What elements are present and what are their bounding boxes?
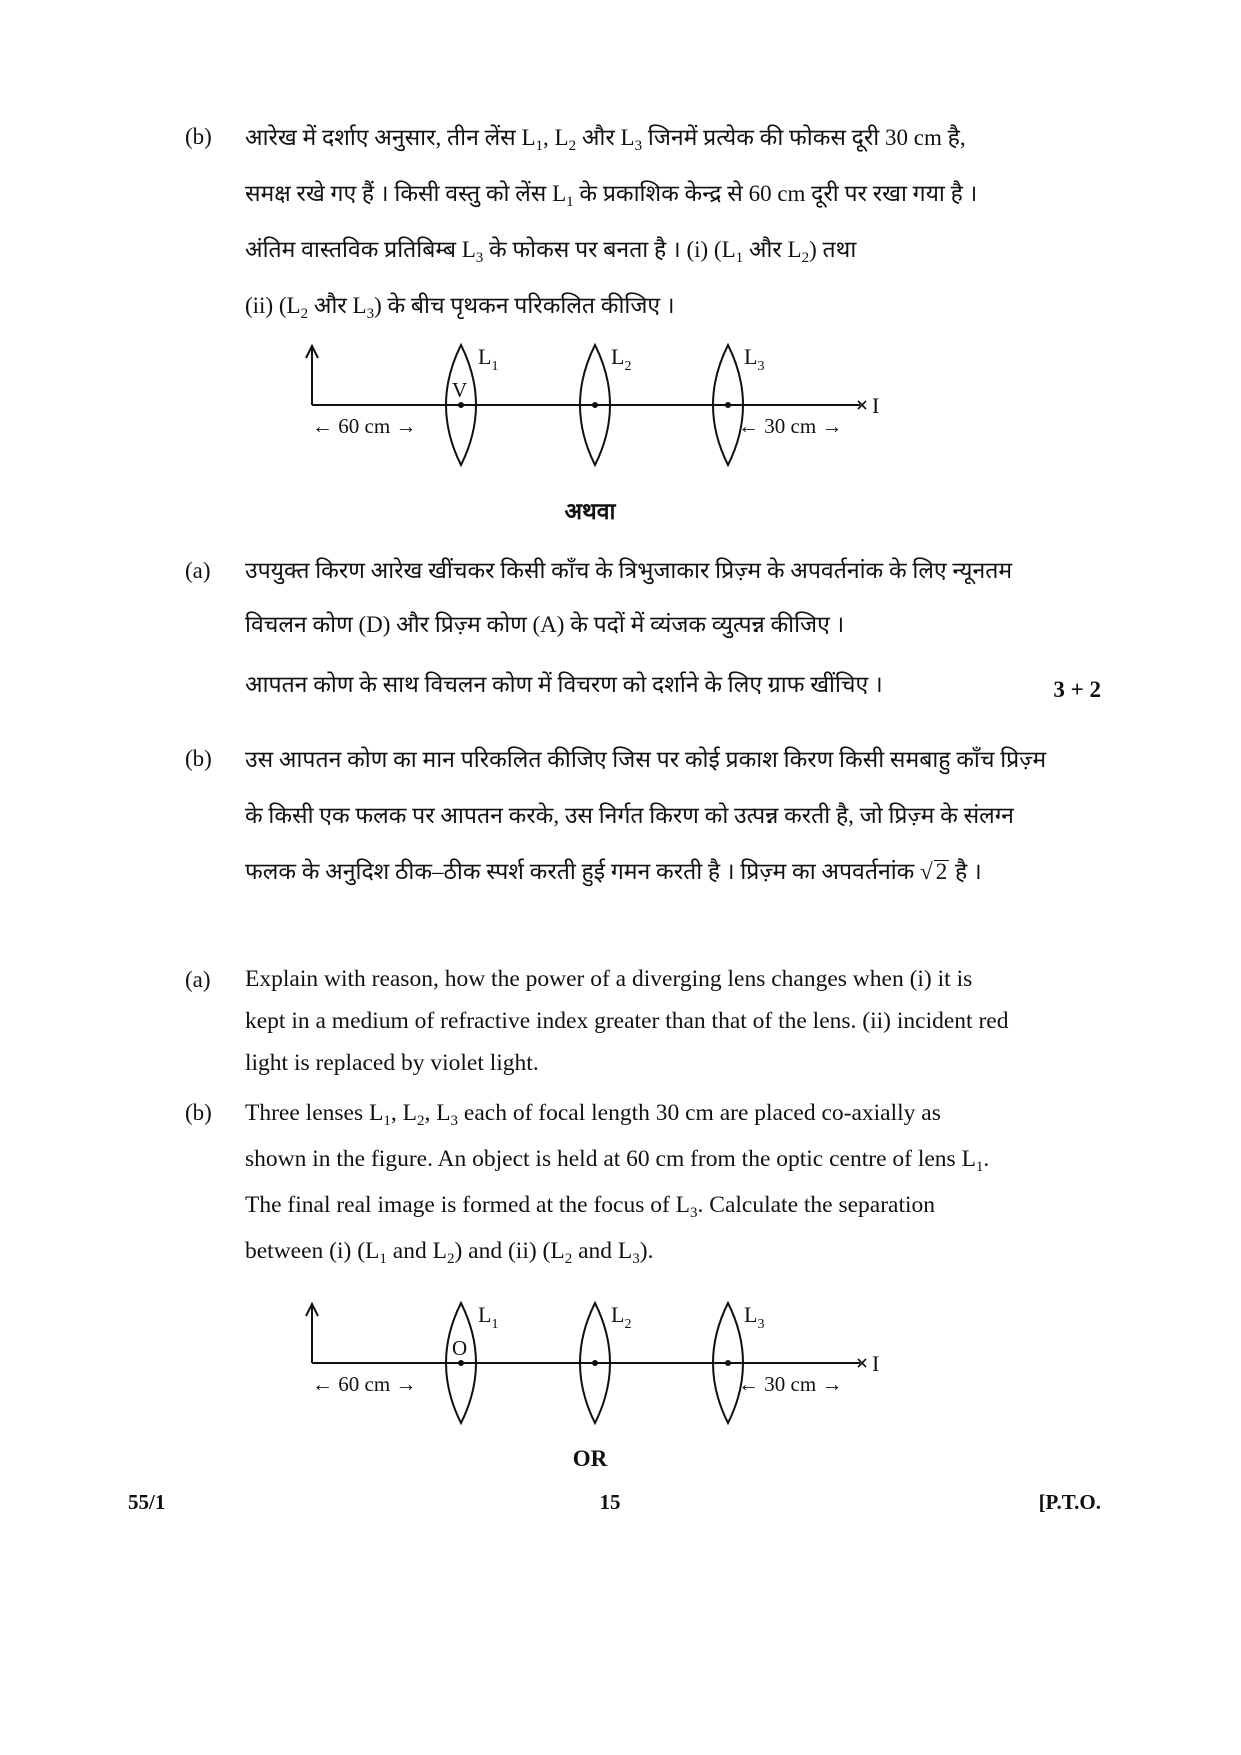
lens-1-centre bbox=[458, 1360, 464, 1366]
text-line: Three lenses $L_1$, $L_2$, $L_3$ each of focal length 30 cm are placed co-axially as bbox=[245, 1100, 941, 1129]
question-text bbox=[245, 732, 1240, 900]
text-line: के किसी एक फलक पर आपतन करके, उस निर्गत किरण को उत्पन्न करती है, जो प्रिज़्म के संलग्न bbox=[245, 803, 1014, 828]
distance-left: ← 60 cm → bbox=[312, 414, 417, 438]
image-label: I bbox=[872, 393, 880, 418]
lens-1-centre bbox=[458, 402, 464, 408]
question-text bbox=[245, 1090, 1240, 1274]
lens-3-centre bbox=[725, 1360, 731, 1366]
text-line: shown in the figure. An object is held at 60 cm from the optic centre of lens $L_1$. bbox=[245, 1146, 990, 1175]
distance-left: ← 60 cm → bbox=[312, 1372, 417, 1396]
pto-label: [P.T.O. bbox=[1038, 1490, 1101, 1514]
sqrt-radicand: 2 bbox=[935, 859, 948, 884]
text-line: Explain with reason, how the power of a diverging lens changes when (i) it is bbox=[245, 966, 973, 992]
lens-3-label: $L_3$ bbox=[744, 1302, 765, 1332]
text-line: between (i) ($L_1$ and $L_2$) and (ii) ($L_2$ and $L_3$). bbox=[245, 1238, 654, 1267]
text-line: आरेख में दर्शाए अनुसार, तीन लेंस $L_1$, $L_2$ और $L_3$ जिनमें प्रत्येक की फोकस दूरी 30 cm है, bbox=[245, 125, 966, 154]
marks-label: 3 + 2 bbox=[1053, 677, 1101, 702]
question-label: (b) bbox=[185, 1100, 212, 1125]
or-label-english: OR bbox=[572, 1446, 608, 1471]
lens-2-centre bbox=[592, 402, 598, 408]
question-text bbox=[245, 958, 1240, 1084]
optic-centre-label: V bbox=[452, 378, 468, 402]
lens-diagram-english bbox=[300, 1298, 900, 1428]
text-line: विचलन कोण (D) और प्रिज़्म कोण (A) के पदों में व्यंजक व्युत्पन्न कीजिए । bbox=[245, 612, 845, 637]
text-line: फलक के अनुदिश ठीक–ठीक स्पर्श करती हुई गमन करती है । प्रिज़्म का अपवर्तनांक √ 2 है । bbox=[245, 859, 982, 884]
lens-diagram-hindi bbox=[300, 340, 900, 470]
paper-code: 55/1 bbox=[128, 1490, 166, 1514]
text-line: The final real image is formed at the focus of $L_3$. Calculate the separation bbox=[245, 1192, 936, 1221]
question-label: (a) bbox=[185, 967, 211, 992]
optic-centre-label: O bbox=[452, 1336, 468, 1360]
or-label-hindi: अथवा bbox=[564, 499, 616, 524]
text-line: light is replaced by violet light. bbox=[245, 1050, 539, 1076]
lens-1-label: $L_1$ bbox=[478, 344, 499, 374]
question-text bbox=[245, 110, 1240, 334]
distance-right: ← 30 cm → bbox=[738, 1372, 843, 1396]
text-line: उस आपतन कोण का मान परिकलित कीजिए जिस पर कोई प्रकाश किरण किसी समबाहु काँच प्रिज़्म bbox=[245, 747, 1047, 772]
lens-3-label: $L_3$ bbox=[744, 344, 765, 374]
page-number: 15 bbox=[599, 1490, 621, 1514]
lens-2-label: $L_2$ bbox=[611, 344, 632, 374]
lens-1-label: $L_1$ bbox=[478, 1302, 499, 1332]
text-line: अंतिम वास्तविक प्रतिबिम्ब $L_3$ के फोकस पर बनता है । (i) ($L_1$ और $L_2$) तथा bbox=[245, 237, 857, 266]
lens-2-label: $L_2$ bbox=[611, 1302, 632, 1332]
text-line: समक्ष रखे गए हैं । किसी वस्तु को लेंस $L_1$ के प्रकाशिक केन्द्र से 60 cm दूरी पर रखा गया है । bbox=[245, 181, 978, 210]
lens-3-centre bbox=[725, 402, 731, 408]
text-line: (ii) ($L_2$ और $L_3$) के बीच पृथकन परिकलित कीजिए । bbox=[245, 293, 675, 322]
text-line: आपतन कोण के साथ विचलन कोण में विचरण को दर्शाने के लिए ग्राफ खींचिए । bbox=[245, 672, 883, 697]
distance-right: ← 30 cm → bbox=[738, 414, 843, 438]
question-label: (b) bbox=[185, 746, 212, 771]
sqrt-symbol: √ bbox=[920, 859, 933, 884]
question-label: (a) bbox=[185, 558, 211, 583]
lens-2-centre bbox=[592, 1360, 598, 1366]
question-label: (b) bbox=[185, 124, 212, 149]
text-line: उपयुक्त किरण आरेख खींचकर किसी काँच के त्रिभुजाकार प्रिज़्म के अपवर्तनांक के लिए न्यूनतम bbox=[245, 558, 1013, 583]
text-line: kept in a medium of refractive index greater than that of the lens. (ii) incident red bbox=[245, 1008, 1009, 1034]
image-label: I bbox=[872, 1351, 880, 1376]
